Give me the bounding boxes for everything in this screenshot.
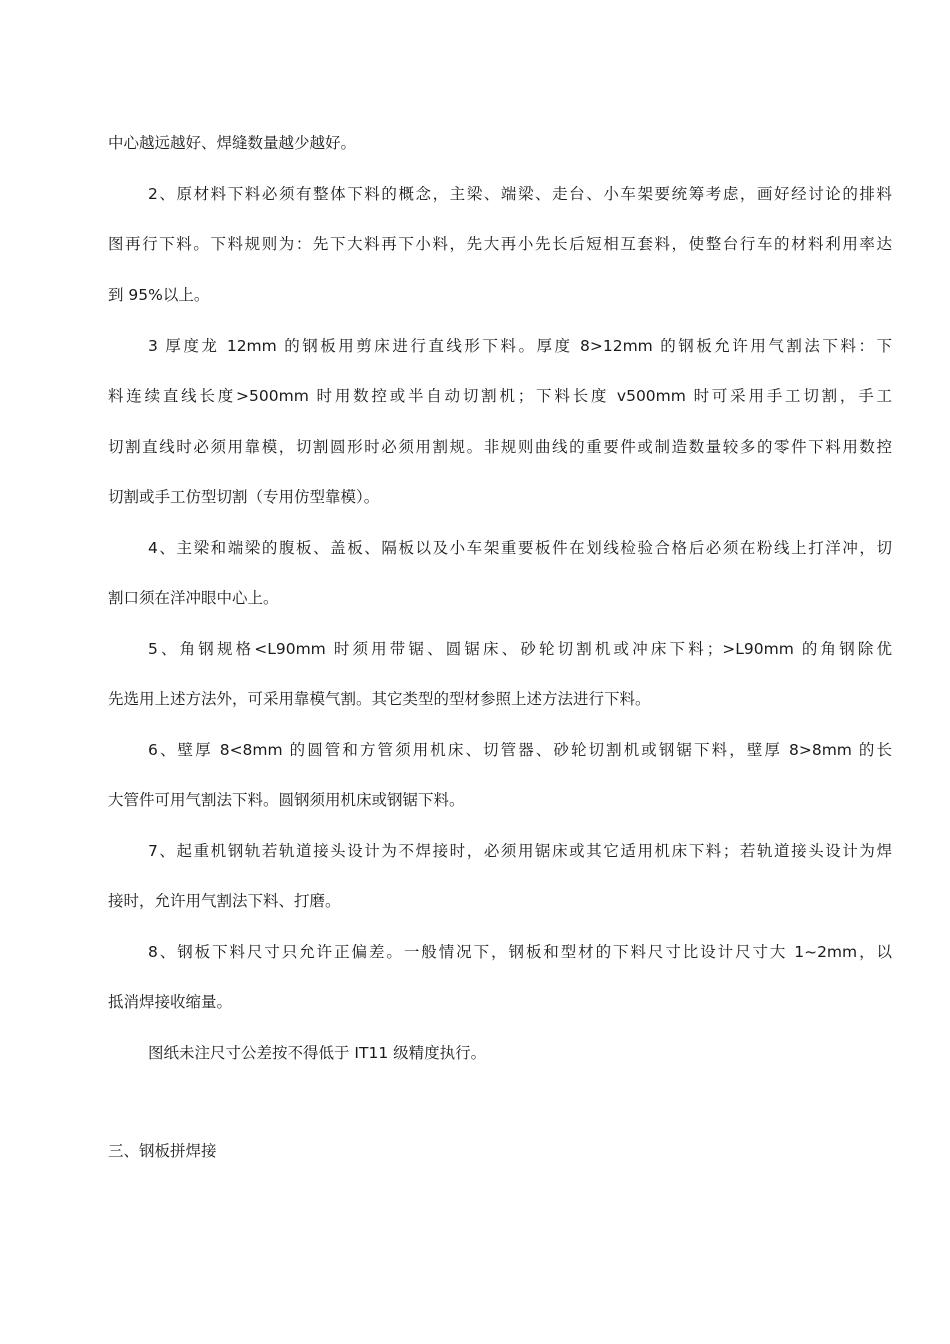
paragraph-line: 抵消焊接收缩量。 (108, 993, 233, 1011)
paragraph-line: 料连续直线长度>500mm 时用数控或半自动切割机；下料长度 v500mm 时可采用手工切割，手工 (108, 387, 892, 405)
paragraph-line: 8、钢板下料尺寸只允许正偏差。一般情况下，钢板和型材的下料尺寸比设计尺寸大 1~2mm，以 (148, 943, 892, 961)
paragraph-line: 到 95%以上。 (108, 286, 210, 304)
paragraph-line: 中心越远越好、焊缝数量越少越好。 (108, 134, 357, 152)
paragraph-line: 4、主梁和端梁的腹板、盖板、隔板以及小车架重要板件在划线检验合格后必须在粉线上打洋冲，切 (148, 539, 892, 557)
paragraph-line: 先选用上述方法外，可采用靠模气割。其它类型的型材参照上述方法进行下料。 (108, 690, 651, 708)
paragraph-line: 大管件可用气割法下料。圆钢须用机床或钢锯下料。 (108, 791, 465, 809)
paragraph-line: 6、壁厚 8<8mm 的圆管和方管须用机床、切管器、砂轮切割机或钢锯下料，壁厚 8>8mm 的长 (148, 741, 892, 759)
paragraph-line: 图再行下料。下料规则为：先下大料再下小料，先大再小先长后短相互套料，使整台行车的材料利用率达 (108, 235, 892, 253)
paragraph-line: 图纸未注尺寸公差按不得低于 IT11 级精度执行。 (148, 1044, 487, 1062)
section-heading: 三、钢板拼焊接 (108, 1142, 217, 1160)
paragraph-line: 切割或手工仿型切割（专用仿型靠模）。 (108, 488, 380, 506)
paragraph-line: 2、原材料下料必须有整体下料的概念，主梁、端梁、走台、小车架要统筹考虑，画好经讨论的排料 (148, 185, 892, 203)
paragraph-line: 接时，允许用气割法下料、打磨。 (108, 892, 341, 910)
paragraph-line: 5、角钢规格<L90mm 时须用带锯、圆锯床、砂轮切割机或冲床下料；>L90mm 的角钢除优 (148, 640, 892, 658)
paragraph-line: 割口须在洋冲眼中心上。 (108, 589, 279, 607)
paragraph-line: 切割直线时必须用靠模，切割圆形时必须用割规。非规则曲线的重要件或制造数量较多的零件下料用数控 (108, 438, 892, 456)
paragraph-line: 3 厚度龙 12mm 的钢板用剪床进行直线形下料。厚度 8>12mm 的钢板允许用气割法下料：下 (148, 337, 892, 355)
paragraph-line: 7、起重机钢轨若轨道接头设计为不焊接时，必须用锯床或其它适用机床下料；若轨道接头设计为焊 (148, 842, 892, 860)
